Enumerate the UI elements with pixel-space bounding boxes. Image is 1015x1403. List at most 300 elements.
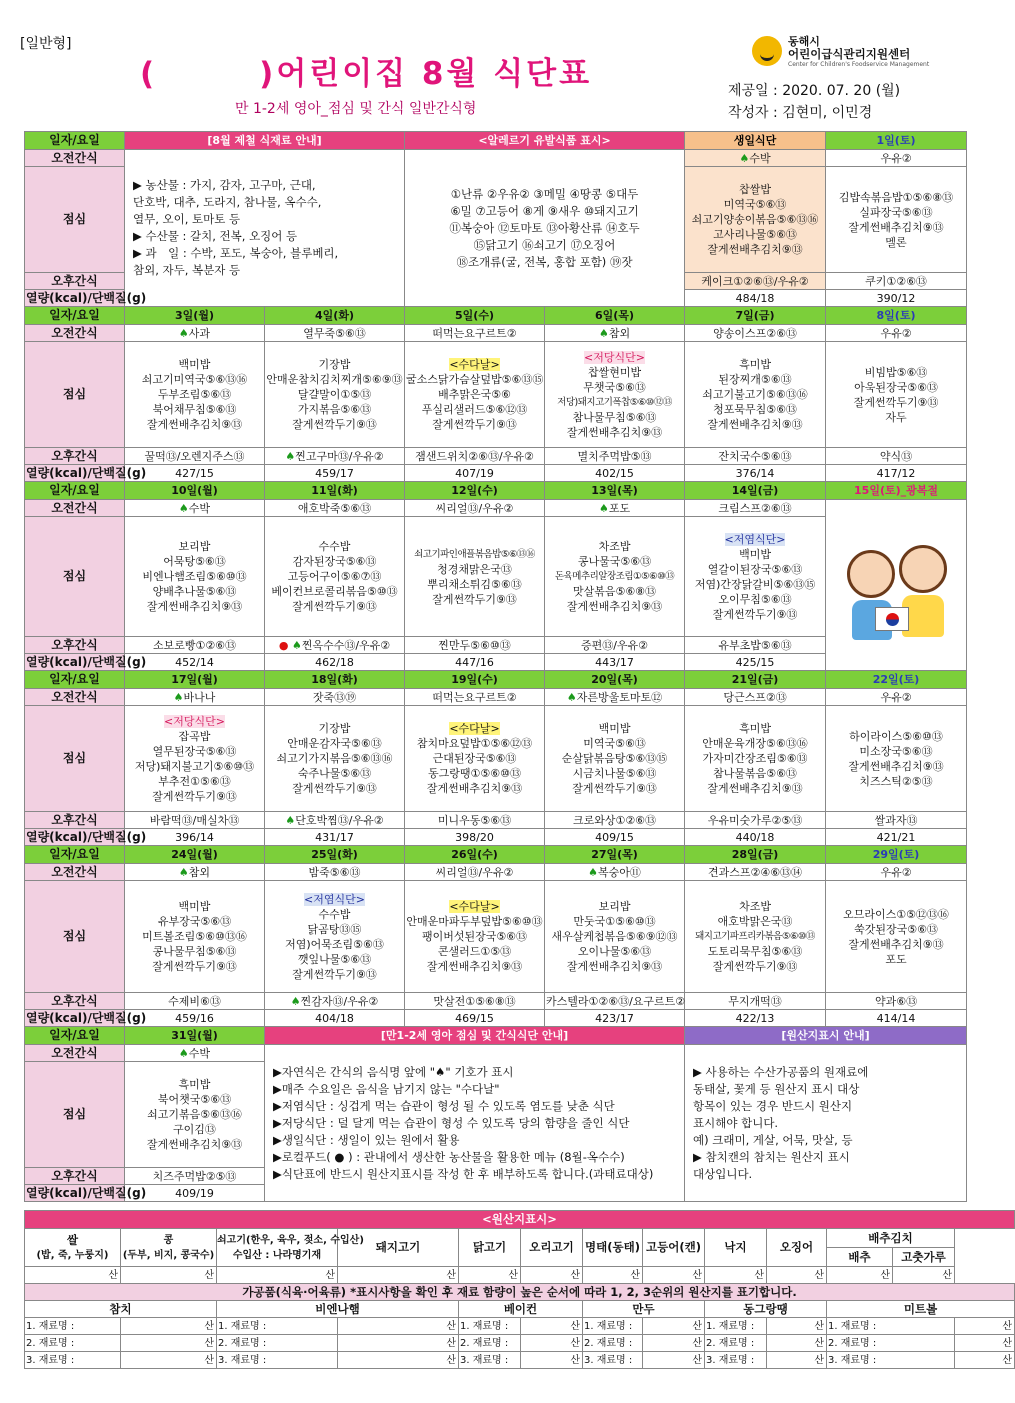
snack-text: 씨리얼⑬/우유② [435,865,514,879]
menu-line: 잘게썬깍두기⑨⑬ [712,607,798,621]
lunch-menu [265,342,405,448]
origin-field[interactable]: 산 [121,1318,217,1335]
ingredient-name-field[interactable]: 2. 재료명 : [25,1335,121,1352]
am-snack [265,689,405,706]
pm-snack [125,993,265,1010]
sudanal-badge: <수다날> [449,722,500,735]
menu-line: 도토리묵무침⑤⑥⑬ [707,945,803,958]
origin-guide-line: ▶ 사용하는 수산가공품의 원재료에 [693,1064,869,1079]
kcal-protein: 398/20 [405,829,545,846]
snack-text: 포도 [608,501,631,515]
menu-line: 열갈이된장국⑤⑥⑬ [707,562,803,576]
origin-field[interactable]: 산 [643,1318,705,1335]
origin-input-field[interactable]: 산 [121,1267,217,1284]
kcal-protein: 459/16 [125,1010,265,1027]
menu-line: 흑미밥 [739,722,771,735]
origin-field[interactable]: 산 [955,1352,1015,1369]
snack-text: 우유② [880,690,912,704]
menu-line: 잘게썬깍두기⑨⑬ [292,418,377,431]
allergy-line: ⑪복숭아 ⑫토마토 ⑬아황산류 ⑭호두 [449,220,640,235]
kcal-protein: 409/15 [545,829,685,846]
menu-line: 팽이버섯된장국⑤⑥⑬ [421,930,528,943]
origin-input-field[interactable]: 산 [643,1267,705,1284]
origin-field[interactable]: 산 [521,1318,583,1335]
menu-line: 숙주나물⑤⑥⑬ [297,767,372,780]
ingredient-line: ▶ 농산물 : 가지, 감자, 고구마, 근대, [133,178,316,192]
snack-text: 치즈주먹밥②⑤⑬ [152,1169,237,1183]
date-cell: 7일(금) [685,307,826,325]
origin-guide-notice [685,1045,967,1202]
origin-input-field[interactable]: 산 [25,1267,121,1284]
pm-snack [125,637,265,654]
lunch-menu [125,517,265,637]
menu-line: 찹쌀밥 [739,183,771,196]
snack-text: 우유미숫가루②⑤⑬ [707,813,803,827]
menu-line: 잘게썬배추김치⑨⑬ [707,418,803,431]
origin-col-text: 오징어 [779,1240,814,1254]
pm-snack [265,993,405,1010]
am-snack [265,500,405,517]
ingredient-name-field[interactable]: 1. 재료명 : [583,1318,643,1335]
menu-line: 쇠고기불고기⑤⑥⑬⑯ [702,388,808,401]
menu-line: 포도 [885,952,907,966]
origin-col-text: 수입산 : 나라명기재 [232,1249,322,1261]
kcal-protein: 402/15 [545,465,685,482]
date-cell: 5일(수) [405,307,545,325]
date-cell: 12일(수) [405,482,545,500]
menu-line: 쇠고기미역국⑤⑥⑬⑯ [141,373,248,386]
row-label-am: 오전간식 [25,325,125,342]
lunch-menu [265,517,405,637]
menu-line: 유부장국⑤⑥⑬ [157,915,232,928]
lunch-menu [125,706,265,812]
origin-input-field[interactable]: 산 [338,1267,459,1284]
menu-line: 백미밥 [178,900,211,913]
menu-line: 콩나물무침⑤⑥⑬ [152,945,237,958]
menu-line: 흑미밥 [739,358,771,371]
menu-line: 보리밥 [598,900,631,913]
menu-line: 잘게썬배추김치⑨⑬ [848,759,944,773]
menu-line: 고사리나물⑤⑥⑬ [713,228,797,241]
snack-text: 소보로빵①②⑥⑬ [152,638,237,652]
menu-line: 열무된장국⑤⑥⑬ [152,744,237,758]
ingredient-name-field[interactable]: 1. 재료명 : [459,1318,521,1335]
korean-flag-icon [875,607,909,631]
lunch-menu [545,342,685,448]
menu-line: 잘게썬깍두기⑨⑬ [853,395,939,409]
row-label-date: 일자/요일 [25,1027,125,1045]
menu-line [546,350,683,365]
menu-line: 비빔밥⑤⑥⑬ [864,365,928,379]
origin-col-header [459,1229,521,1267]
pm-snack [826,993,967,1010]
menu-line: 깻잎나물⑤⑥⑬ [297,952,372,966]
pm-snack [685,993,826,1010]
date-cell: 8일(토) [826,307,967,325]
kcal-protein: 447/16 [405,654,545,671]
row-label-date: 일자/요일 [25,671,125,689]
allergy-line: ⑮닭고기 ⑯쇠고기 ⑰오징어 [473,237,616,252]
menu-line: 쑥갓된장국⑤⑥⑬ [854,922,938,936]
origin-field[interactable]: 산 [955,1318,1015,1335]
ingredient-name-field[interactable]: 3. 재료명 : [217,1352,338,1369]
menu-line: 만둣국①⑤⑥⑩⑬ [573,915,656,928]
origin-guide-bar: [원산지표시 안내] [685,1027,967,1045]
origin-title: <원산지표시> [25,1211,1015,1229]
kimchi-header: 배추김치 [827,1229,955,1248]
ingredient-name-field[interactable]: 1. 재료명 : [217,1318,338,1335]
guide-line: ▶매주 수요일은 음식을 남기지 않는 "수다날" [273,1081,500,1096]
spade-icon: ♠ [566,690,577,704]
snack-text: 미니우동⑤⑥⑬ [437,813,512,827]
am-snack [545,689,685,706]
date-cell: 4일(화) [265,307,405,325]
allergy-line: ⑱조개류(굴, 전복, 홍합 포함) ⑲잣 [456,254,633,269]
ingredient-name-field[interactable]: 2. 재료명 : [459,1335,521,1352]
am-snack [125,864,265,881]
menu-line: 북어채무침⑤⑥⑬ [152,403,237,416]
kcal-protein: 376/14 [685,465,826,482]
origin-col-text: (밥, 죽, 누룽지) [36,1249,109,1261]
origin-guide-line: 항목이 있는 경우 반드시 원산지 [693,1098,853,1113]
guide-line: ▶자연식은 간식의 음식명 앞에 "♠" 기호가 표시 [273,1064,514,1079]
lunch-menu [685,342,826,448]
snack-text: 애호박죽⑤⑥⑬ [297,501,372,515]
menu-line: 아욱된장국⑤⑥⑬ [854,380,938,394]
pm-snack [545,448,685,465]
menu-line: 차조밥 [598,540,631,553]
processed-item-header: 참치 [25,1301,217,1318]
origin-col-text: 명태(동태) [585,1240,640,1254]
spade-icon: ♠ [285,813,296,827]
kcal-protein: 431/17 [265,829,405,846]
menu-line: 잘게썬깍두기⑨⑬ [152,960,237,973]
menu-line: 저당)돼지고기폭찹⑤⑥⑩⑫⑬ [557,396,672,408]
origin-field[interactable]: 산 [521,1335,583,1352]
menu-line: 쇠고기파인애플볶음밥⑤⑥⑬⑯ [414,548,535,560]
snack-text: 찐만두⑤⑥⑩⑬ [438,638,511,652]
snack-text: 맛살전①⑤⑥⑧⑬ [433,994,516,1008]
pm-snack [685,448,826,465]
date-cell: 3일(월) [125,307,265,325]
ingredient-name-field[interactable]: 3. 재료명 : [459,1352,521,1369]
origin-col-text: 고등어(캔) [646,1240,701,1254]
date-cell: 25일(화) [265,846,405,864]
lunch-menu [265,706,405,812]
menu-line: 가지볶음⑤⑥⑬ [297,403,372,416]
ingredient-name-field[interactable]: 2. 재료명 : [583,1335,643,1352]
menu-line: 된장찌개⑤⑥⑬ [718,373,792,386]
ingredient-name-field[interactable]: 3. 재료명 : [25,1352,121,1369]
snack-text: 우유② [880,151,912,165]
menu-line: 백미밥 [739,547,771,561]
menu-line: 백미밥 [598,722,631,735]
row-label-date: 일자/요일 [25,846,125,864]
kcal-protein: 425/15 [685,654,826,671]
snack-text: 유부초밥⑤⑥⑬ [718,638,792,652]
kcal-protein: 422/13 [685,1010,826,1027]
ingredient-name-field[interactable]: 3. 재료명 : [583,1352,643,1369]
sudanal-badge: <수다날> [449,358,500,371]
ingredient-name-field[interactable]: 2. 재료명 : [217,1335,338,1352]
origin-input-field[interactable]: 산 [893,1267,955,1284]
origin-col-text: (두부, 비지, 콩국수) [122,1249,215,1261]
origin-input-field[interactable]: 산 [705,1267,767,1284]
pm-snack [265,448,405,465]
ingredient-name-field[interactable]: 2. 재료명 : [705,1335,767,1352]
kimchi-sub-header: 고춧가루 [893,1248,955,1267]
spade-icon: ♠ [178,501,189,515]
lunch-menu [405,342,545,448]
menu-line: 배추맑은국⑤⑥ [438,388,511,401]
lunch-menu [545,517,685,637]
menu-line: 무챗국⑤⑥⑬ [583,380,646,394]
pm-snack [405,993,545,1010]
menu-line: 잘게썬깍두기⑨⑬ [292,967,377,981]
kcal-protein: 469/15 [405,1010,545,1027]
menu-line: 잘게썬깍두기⑨⑬ [712,960,798,973]
row-label-am: 오전간식 [25,864,125,881]
pm-snack [545,993,685,1010]
lunch-menu [265,881,405,993]
origin-input-field[interactable]: 산 [217,1267,338,1284]
date-cell: 19일(수) [405,671,545,689]
processed-item-header: 미트볼 [827,1301,1015,1318]
snack-text: 무지개떡⑬ [728,994,782,1008]
origin-input-field[interactable]: 산 [827,1267,893,1284]
kcal-protein: 452/14 [125,654,265,671]
menu-line: 잘게썬배추김치⑨⑬ [566,600,663,613]
snack-text: 견과스프②④⑥⑬⑭ [707,865,803,879]
guide-line: ▶식단표에 반드시 원산지표시를 작성 한 후 배부하도록 합니다.(과태료대상) [273,1166,654,1181]
date-cell: 24일(월) [125,846,265,864]
menu-line: 치즈스틱②⑤⑬ [859,774,933,788]
guide-line: ▶로컬푸드( ● ) : 관내에서 생산한 농산물을 활용한 메뉴 (8월-옥수수) [273,1149,625,1164]
processed-item-header: 동그랑땡 [705,1301,827,1318]
menu-line: 차조밥 [739,900,771,913]
menu-line: 기장밥 [318,358,351,371]
menu-line: 잘게썬배추김치⑨⑬ [426,960,523,973]
spade-icon: ♠ [291,638,302,652]
processed-item-header: 비엔나햄 [217,1301,459,1318]
origin-guide-line: 대상입니다. [693,1166,753,1181]
origin-field[interactable]: 산 [121,1352,217,1369]
date-cell: 11일(화) [265,482,405,500]
menu-line: 두부조림⑤⑥⑬ [157,388,232,401]
snack-text: 자른방울토마토⑫ [576,690,663,704]
am-snack [545,325,685,342]
menu-line [406,899,543,914]
am-snack [826,864,967,881]
origin-col-header [217,1229,364,1267]
menu-line: 순살닭볶음탕⑤⑥⑬⑮ [561,752,668,765]
spade-icon: ♠ [178,865,189,879]
snack-text: 바람떡⑬/매실차⑬ [149,813,240,827]
origin-field[interactable]: 산 [767,1335,827,1352]
origin-field[interactable]: 산 [338,1335,459,1352]
menu-line: 쇠고기볶음⑤⑥⑬⑯ [147,1108,242,1121]
spade-icon: ♠ [290,994,301,1008]
row-label-lunch: 점심 [25,167,125,273]
snack-text: 찐감자⑬/우유② [300,994,379,1008]
row-label-kcal: 열량(kcal)/단백질(g) [26,465,147,480]
center-logo: 동해시 어린이급식관리지원센터 Center for Children's Foodservice Management [752,33,982,73]
origin-field[interactable]: 산 [338,1352,459,1369]
snack-text: 복숭아⑪ [598,865,641,879]
am-snack [685,864,826,881]
origin-col-text: 쌀 [66,1232,79,1247]
date-cell: 15일(토)_광복절 [826,482,967,500]
menu-guide-notice [265,1045,685,1202]
menu-line: 베이컨브로콜리볶음⑤⑩⑬ [271,585,398,598]
pm-snack [826,273,967,290]
origin-field[interactable]: 산 [767,1318,827,1335]
lunch-menu [405,881,545,993]
spade-icon: ♠ [173,690,184,704]
menu-line: 흑미밥 [178,1078,211,1091]
allergy-notice [405,150,685,307]
snack-text: 떠먹는요구르트② [432,690,517,704]
am-snack [545,864,685,881]
row-label-lunch: 점심 [25,517,125,637]
menu-line: 기장밥 [318,722,351,735]
snack-text: 케이크①②⑥⑬/우유② [701,274,809,288]
am-snack [265,325,405,342]
origin-col-header [767,1229,827,1267]
kcal-protein: 404/18 [265,1010,405,1027]
ingredient-name-field[interactable]: 1. 재료명 : [25,1318,121,1335]
date-cell: 27일(목) [545,846,685,864]
allergy-bar: <알레르기 유발식품 표시> [405,132,685,150]
origin-field[interactable]: 산 [955,1335,1015,1352]
origin-input-field[interactable]: 산 [583,1267,643,1284]
origin-col-header [121,1229,217,1267]
menu-line: 저염)어묵조림⑤⑥⑬ [285,937,384,951]
menu-line: 뿌리채소튀김⑤⑥⑬ [427,577,522,591]
menu-line [686,532,824,547]
origin-col-text: 닭고기 [472,1240,507,1254]
pm-snack [125,1168,265,1185]
am-snack [685,689,826,706]
origin-field[interactable]: 산 [643,1352,705,1369]
menu-line [126,714,263,729]
origin-field[interactable]: 산 [643,1335,705,1352]
menu-line: 잘게썬배추김치⑨⑬ [566,960,663,973]
menu-line: 고등어구이⑤⑥⑦⑬ [287,570,382,583]
menu-line: 백미밥 [178,358,211,371]
am-snack [685,500,826,517]
menu-line: 잘게썬깍두기⑨⑬ [292,782,377,795]
ingredient-line: ▶ 과 일 : 수박, 포도, 복숭아, 블루베리, [133,246,339,260]
spade-icon: ♠ [739,151,750,165]
menu-line [406,721,543,736]
menu-line: 자두 [885,410,907,424]
origin-input-field[interactable]: 산 [521,1267,583,1284]
row-label-kcal: 열량(kcal)/단백질(g) [26,654,147,669]
menu-line: 미트볼조림⑤⑥⑩⑬⑯ [142,930,247,943]
snack-text: 약식⑬ [879,449,913,463]
local-food-icon: ● [278,638,292,652]
snack-text: 꿀떡⑬/오렌지주스⑬ [144,449,245,463]
menu-line: 수수밥 [318,907,351,921]
menu-line: 참치마요덮밥①⑤⑥⑫⑬ [416,737,533,750]
origin-guide-line: 표시해야 합니다. [693,1115,779,1130]
menu-line: 잘게썬배추김치⑨⑬ [566,425,663,439]
kcal-protein: 423/17 [545,1010,685,1027]
ingredient-name-field[interactable]: 1. 재료명 : [827,1318,955,1335]
menu-line: 하이라이스⑤⑥⑩⑬ [849,729,943,743]
row-label-pm: 오후간식 [25,273,125,290]
pm-snack [405,448,545,465]
menu-line: 콩나물국⑤⑥⑬ [577,555,652,568]
am-snack [826,689,967,706]
spade-icon: ♠ [178,326,189,340]
menu-line: 근대된장국⑤⑥⑬ [432,752,517,765]
am-snack [685,150,826,167]
menu-line: 보리밥 [178,540,211,553]
pm-snack [685,637,826,654]
ingredient-name-field[interactable]: 3. 재료명 : [827,1352,955,1369]
snack-text: 참외 [188,865,211,879]
date-cell: 26일(수) [405,846,545,864]
am-snack [125,1045,265,1062]
menu-line: 잘게썬깍두기⑨⑬ [432,418,517,431]
origin-table [24,1210,1015,1369]
pm-snack [826,448,967,465]
origin-field[interactable]: 산 [521,1352,583,1369]
menu-line: 미역국⑤⑥⑬ [583,737,646,750]
snack-text: 증편⑬/우유② [580,638,649,652]
origin-input-field[interactable]: 산 [459,1267,521,1284]
menu-line: 저염)간장닭갈비⑤⑥⑬⑮ [694,577,816,591]
origin-input-field[interactable]: 산 [767,1267,827,1284]
menu-line: 비엔나햄조림⑤⑥⑩⑬ [142,570,247,583]
snack-text: 우유② [880,865,912,879]
ingredient-name-field[interactable]: 3. 재료명 : [705,1352,767,1369]
row-label-date: 일자/요일 [25,482,125,500]
kcal-protein: 409/19 [125,1185,265,1202]
row-label-am: 오전간식 [25,1045,125,1062]
menu-line: 청포묵무침⑤⑥⑬ [713,403,797,416]
date-cell: 22일(토) [826,671,967,689]
snack-text: 수박 [749,151,771,165]
ingredient-name-field[interactable]: 1. 재료명 : [705,1318,767,1335]
kcal-protein: 417/12 [826,465,967,482]
ingredient-name-field[interactable]: 2. 재료명 : [827,1335,955,1352]
smile-logo-icon [752,36,782,66]
menu-line: 잘게썬배추김치⑨⑬ [848,220,944,234]
origin-guide-line: 예) 크래미, 게살, 어묵, 맛살, 등 [693,1132,853,1147]
snack-text: 수제비⑥⑬ [168,994,221,1008]
am-snack [125,689,265,706]
spade-icon: ♠ [598,326,609,340]
menu-line: 잘게썬깍두기⑨⑬ [152,789,237,803]
origin-field[interactable]: 산 [121,1335,217,1352]
lunch-menu [545,881,685,993]
pm-snack [265,812,405,829]
pm-snack [405,812,545,829]
date-cell: 10일(월) [125,482,265,500]
origin-col-text: 콩 [163,1234,174,1246]
origin-col-text: 낙지 [724,1240,747,1254]
date-cell: 21일(금) [685,671,826,689]
snack-text: 찐옥수수⑬/우유② [301,638,391,652]
origin-field[interactable]: 산 [338,1318,459,1335]
spade-icon: ♠ [598,501,609,515]
origin-field[interactable]: 산 [767,1352,827,1369]
am-snack [125,500,265,517]
menu-line: 잘게썬배추김치⑨⑬ [426,782,523,795]
